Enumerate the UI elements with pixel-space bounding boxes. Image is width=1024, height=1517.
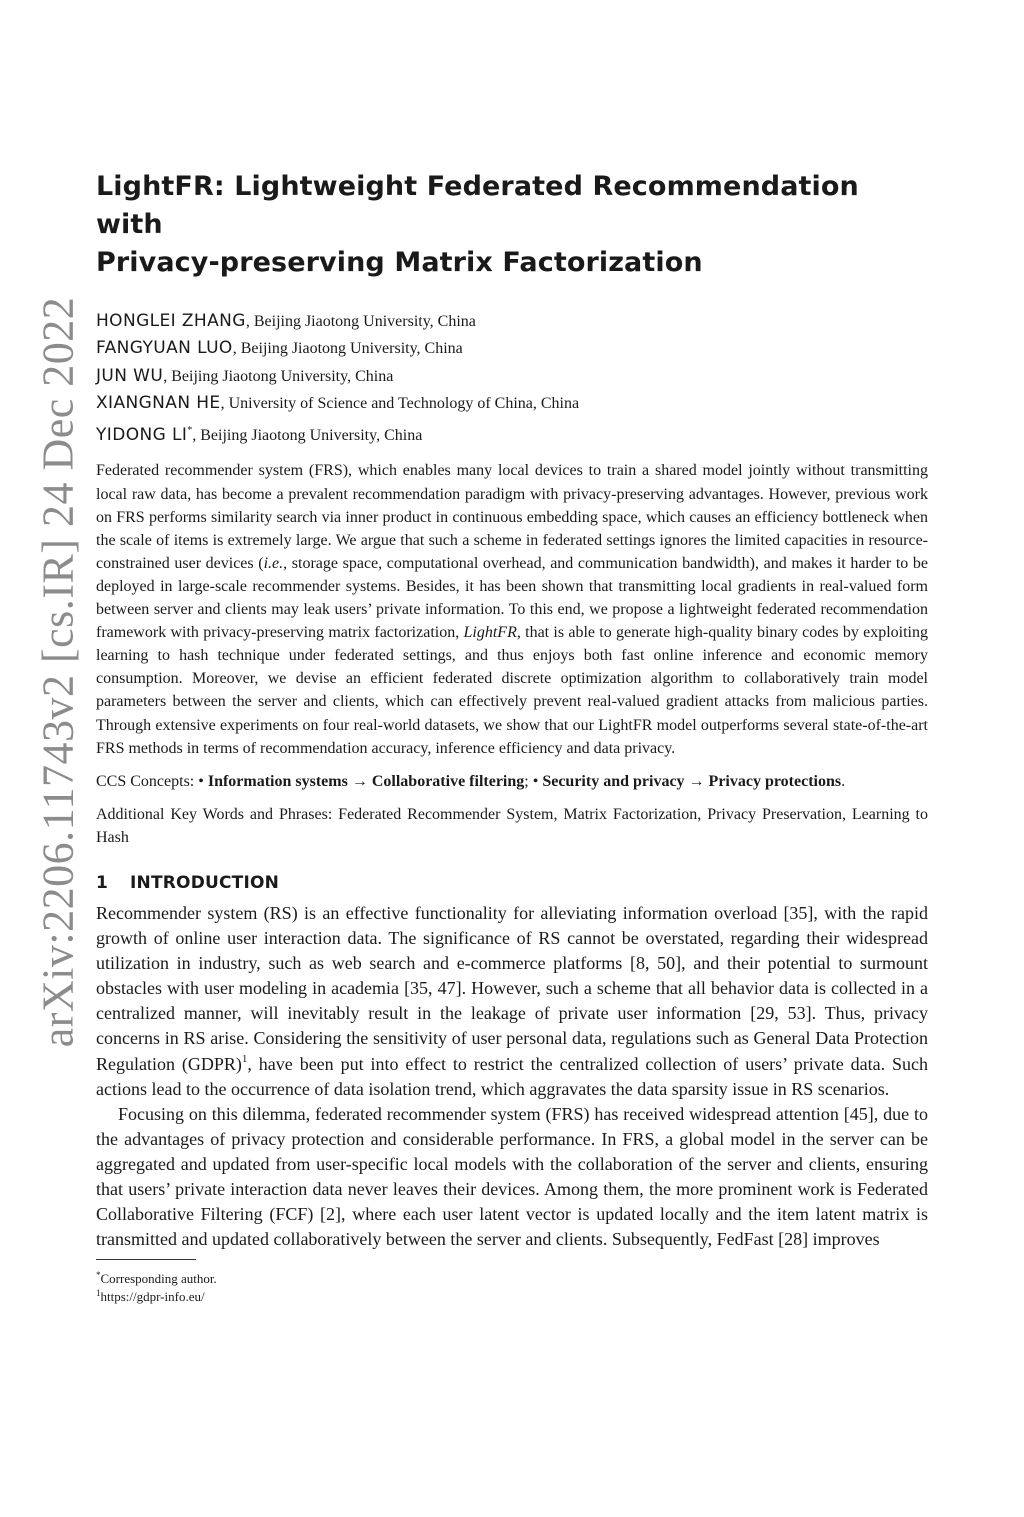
author-name: XIANGNAN HE [96,392,221,413]
paper-page [96,168,928,1306]
footnote-mark: * [96,1270,101,1281]
paper-title [96,168,928,282]
footnote-ref: 1 [241,1052,248,1065]
ccs-term: Information systems [207,772,348,790]
ccs-separator: ; [524,772,533,790]
author-affiliation: , Beijing Jiaotong University, China [163,367,394,385]
abstract [96,459,928,759]
author-affiliation: , University of Science and Technology of China, China [220,394,580,412]
ccs-bullet: • [198,772,208,790]
title-line-1: LightFR: Lightweight Federated Recommendation with [96,171,859,240]
paragraph-text: Recommender system (RS) is an effective functionality for alleviating information overload [35], with the rapid growth of online user interaction data. The significance of RS cannot be overstated, regarding their widespread utilization in industry, such as web search and e-commerce platforms [8, 50], and their potential to surmount obstacles with user modeling in academia [35, 47]. However, such a scheme that all behavior data is collected in a centralized manner, will inevitably result in the leakage of private user information [29, 53]. Thus, privacy concerns in RS arise. Considering the sensitivity of user personal data, regulations such as General Data Protection Regulation (GDPR) [96,902,928,1074]
corresponding-author-mark: * [187,425,193,437]
author-entry [96,363,928,390]
arxiv-identifier-stamp: arXiv:2206.11743v2 [cs.IR] 24 Dec 2022 [33,296,83,1048]
author-affiliation: , Beijing Jiaotong University, China [232,340,463,358]
footnote-text: Corresponding author. [100,1271,217,1287]
author-name: JUN WU [96,365,164,386]
ccs-term: Security and privacy [542,772,685,790]
paragraph: Focusing on this dilemma, federated recommender system (FRS) has received widespread attention [45], due to the advantages of privacy protection and considerable performance. In FRS, a global model in the server can be aggregated and updated from user-specific local models with the collaboration of the server and clients, ensuring that users’ private interaction data never leaves their devices. Among them, the more prominent work is Federated Collaborative Filtering (FCF) [2], where each user latent vector is updated locally and the item latent matrix is transmitted and updated collaboratively between the server and clients. Subsequently, FedFast [28] improves [96,1103,928,1250]
author-affiliation: , Beijing Jiaotong University, China [245,313,476,330]
ccs-arrow: → [684,772,709,790]
paragraph-text: , have been put into effect to restrict the centralized collection of users’ private data. Such actions lead to the occurrence of data isolation trend, which aggravates the data sparsity issue in RS scenarios. [96,1053,928,1099]
footnote-url: https://gdpr-info.eu/ [100,1289,205,1305]
author-name: YIDONG LI [96,425,188,446]
section-title: INTRODUCTION [130,872,280,893]
introduction-body [96,901,928,1252]
ccs-label: CCS Concepts: [96,772,199,790]
ccs-end: . [841,772,846,790]
footnote-mark: 1 [96,1288,101,1299]
abstract-ie: i.e. [263,554,284,572]
author-affiliation: , Beijing Jiaotong University, China [192,427,423,445]
author-entry [96,335,928,362]
footnote-divider [96,1259,196,1260]
author-entry [96,390,928,417]
abstract-text: , storage space, computational overhead, and communication bandwidth), and makes it harder to be deployed in large-scale recommender systems. Besides, it has been shown that transmitting local gradients in real-valued form between server and clients may leak users’ private information. To this end, we propose a lightweight federated recommendation framework with privacy-preserving matrix factorization, [96,554,928,642]
footnote [96,1270,928,1288]
title-line-2: Privacy-preserving Matrix Factorization [96,247,703,278]
author-list [96,308,928,449]
section-number: 1 [96,872,109,893]
abstract-model-name: LightFR [463,624,517,642]
footnotes [96,1270,928,1306]
author-entry [96,308,928,335]
ccs-concepts [96,770,928,793]
abstract-text: Federated recommender system (FRS), which enables many local devices to train a shared model jointly without transmitting local raw data, has become a prevalent recommendation paradigm with privacy-preserving advantages. However, previous work on FRS performs similarity search via inner product in continuous embedding space, which causes an efficiency bottleneck when the scale of items is extremely large. We argue that such a scheme in federated settings ignores the limited capacities in resource-constrained user devices ( [96,462,928,572]
author-entry [96,417,928,449]
ccs-bullet: • [532,772,543,790]
section-heading [96,871,928,895]
ccs-arrow: → [347,772,372,790]
ccs-term: Collaborative filtering [371,772,525,790]
footnote [96,1288,928,1306]
author-name: FANGYUAN LUO [96,338,233,359]
keywords: Additional Key Words and Phrases: Federated Recommender System, Matrix Factorization, Privacy Preservation, Learning to Hash [96,805,928,846]
paragraph [96,901,928,1102]
author-name: HONGLEI ZHANG [96,311,246,331]
abstract-text: , that is able to generate high-quality binary codes by exploiting learning to hash technique under federated settings, and thus enjoys both fast online inference and economic memory consumption. Moreover, we devise an efficient federated discrete optimization algorithm to collaboratively train model parameters between the server and clients, which can effectively prevent real-valued gradient attacks from malicious parties. Through extensive experiments on four real-world datasets, we show that our LightFR model outperforms several state-of-the-art FRS methods in terms of recommendation accuracy, inference efficiency and data privacy. [96,624,929,757]
ccs-term: Privacy protections [708,772,842,790]
